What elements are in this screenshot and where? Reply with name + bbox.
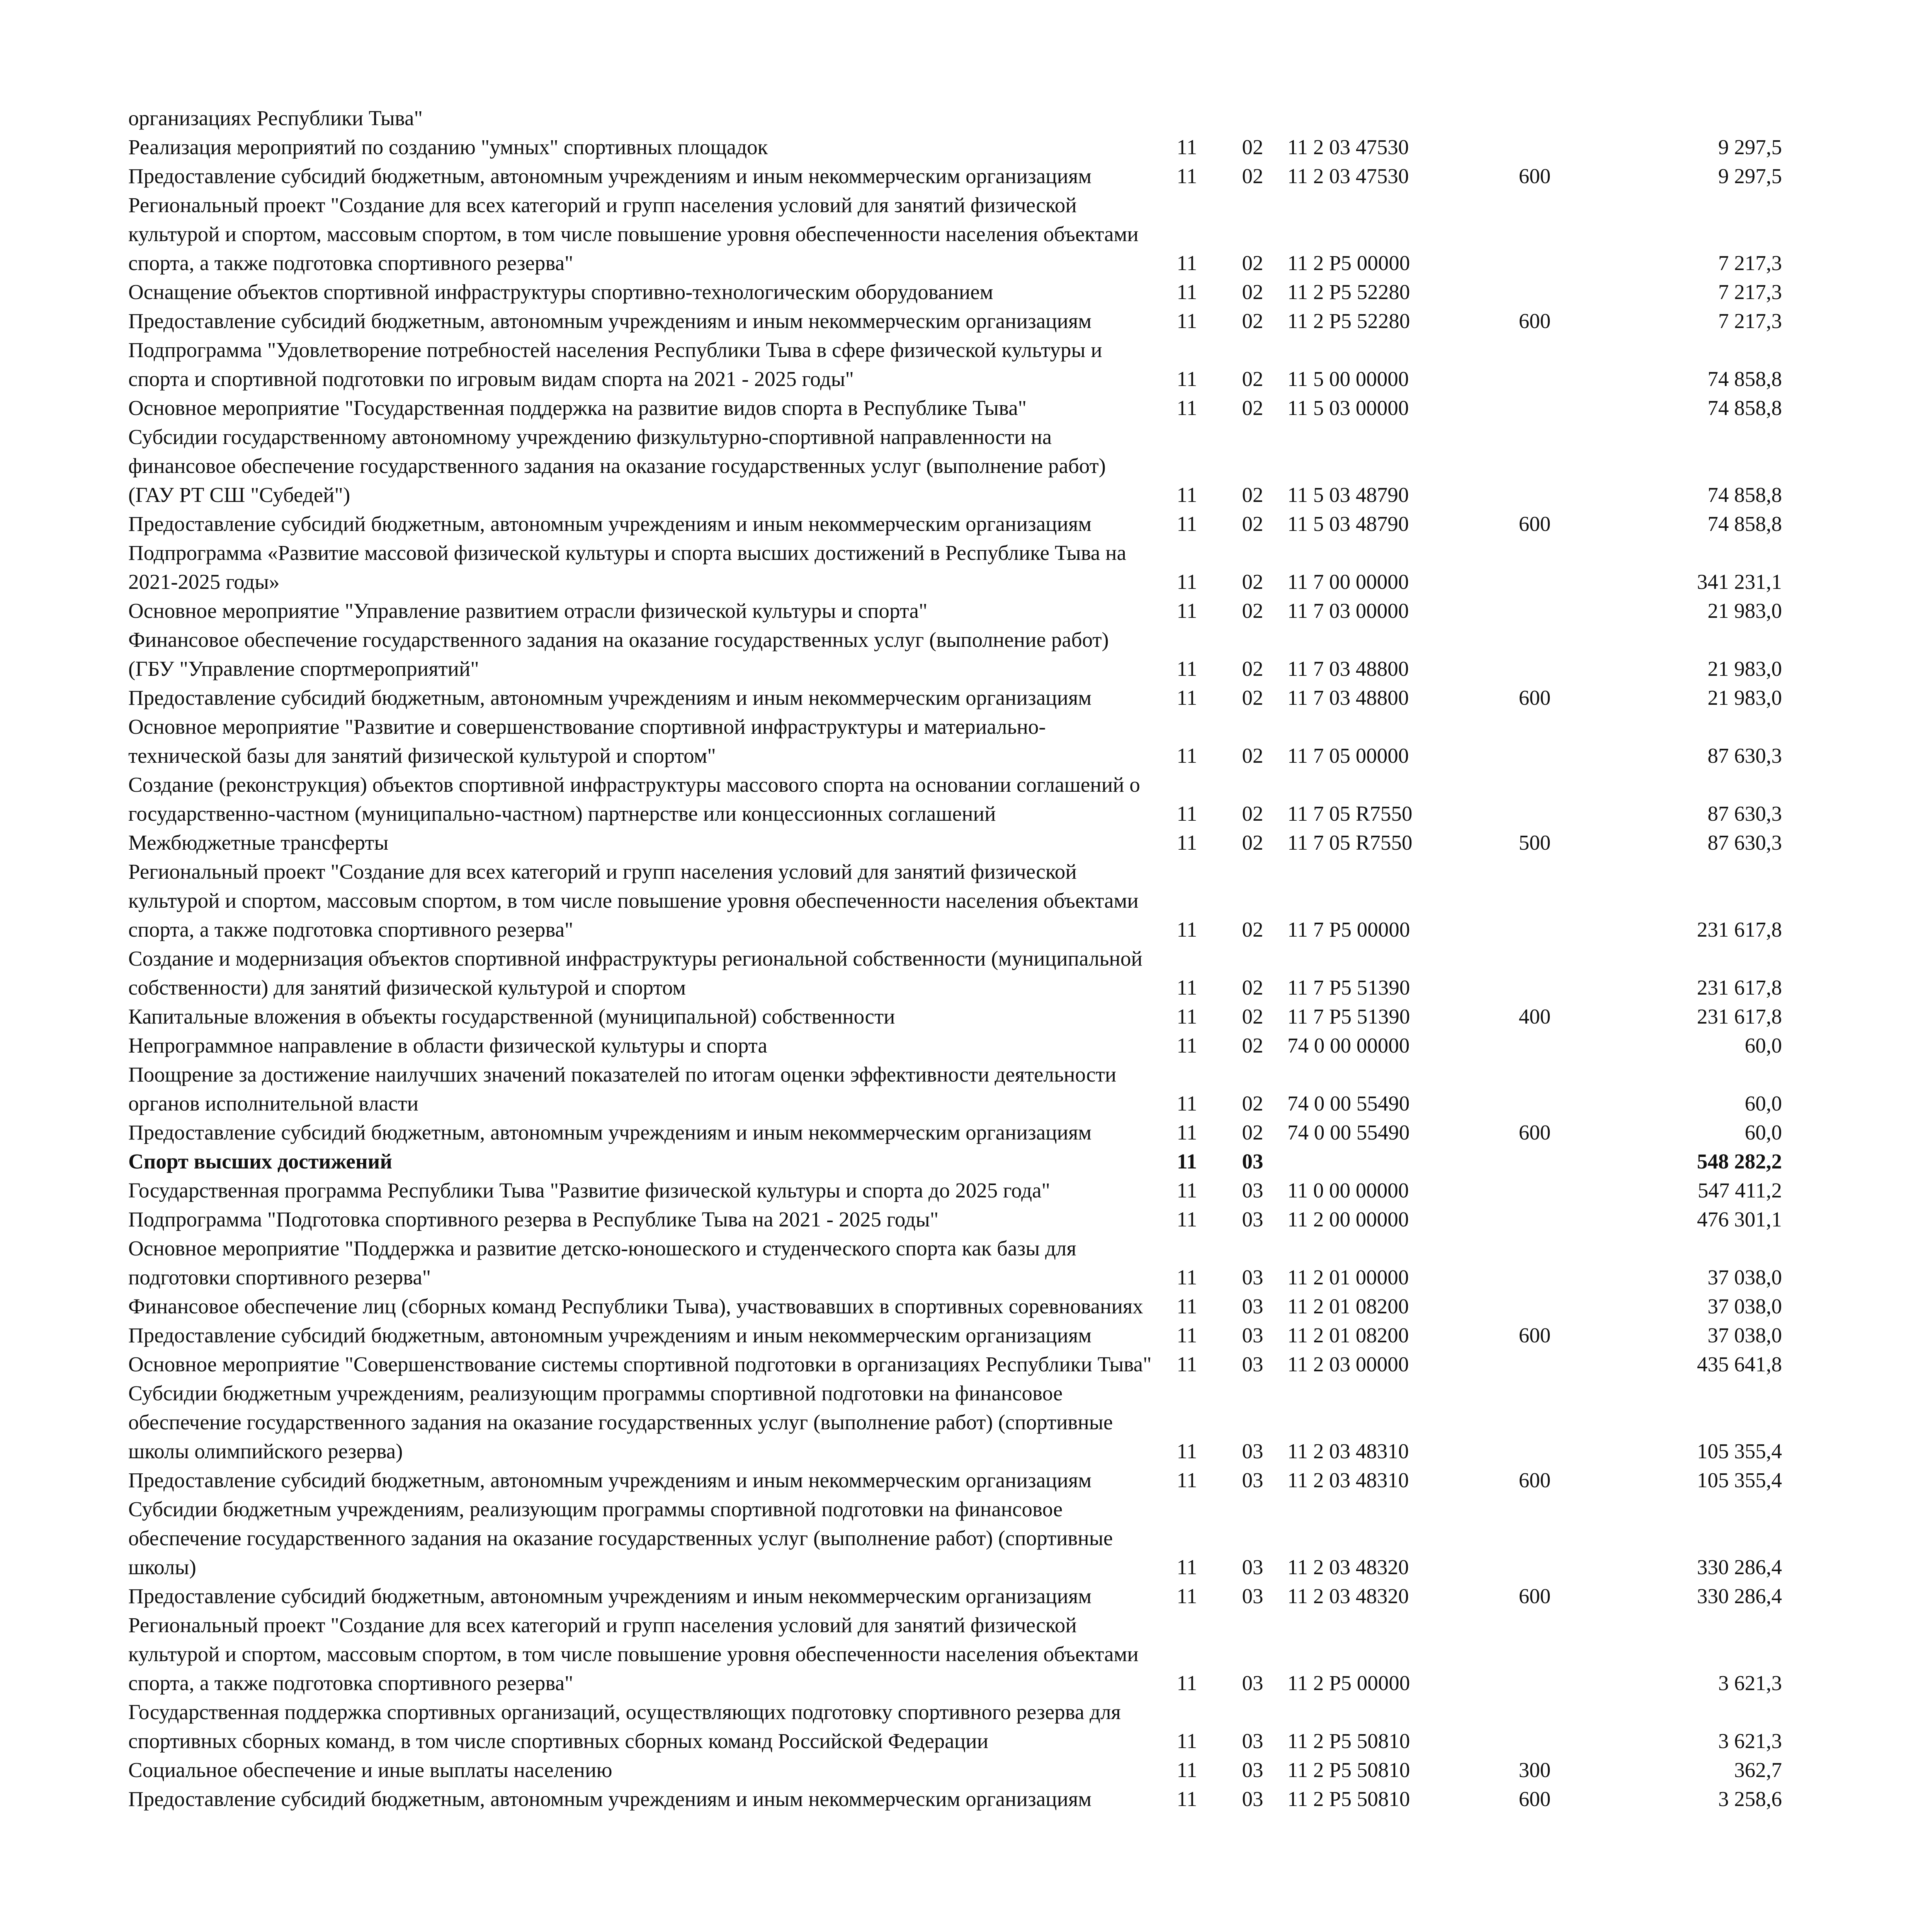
row-expense-type: [1481, 538, 1589, 596]
table-row: [128, 944, 1782, 1002]
row-target-article: 11 2 P5 52280: [1287, 280, 1410, 304]
row-expense-type: 600: [1518, 164, 1551, 188]
row-amount: 7 217,3: [1718, 280, 1782, 304]
table-row: [128, 1147, 1782, 1176]
row-amount: 87 630,3: [1707, 802, 1782, 825]
table-row: [128, 1002, 1782, 1031]
row-target-article: 11 2 01 08200: [1287, 1294, 1409, 1318]
row-name: Предоставление субсидий бюджетным, автономным учреждениям и иным некоммерческим организациям: [128, 1584, 1092, 1608]
row-section: 11: [1177, 1555, 1197, 1579]
row-section: 11: [1177, 367, 1197, 391]
table-row: [128, 1495, 1782, 1582]
row-target-article: [1287, 104, 1481, 133]
row-section: 11: [1177, 135, 1197, 159]
row-name: Основное мероприятие "Государственная поддержка на развитие видов спорта в Республике Тыва": [128, 396, 1027, 420]
row-target-article: 11 2 03 48320: [1287, 1584, 1409, 1608]
row-expense-type: [1481, 422, 1589, 509]
table-row: [128, 1234, 1782, 1292]
row-amount: 74 858,8: [1707, 396, 1782, 420]
row-name: Субсидии бюджетным учреждениям, реализующим программы спортивной подготовки на финансовое обеспечение государственного задания на оказание государственных услуг (выполнение работ) (спортивные школы олимпийского резерва): [128, 1381, 1113, 1463]
row-target-article: 11 2 03 00000: [1287, 1352, 1409, 1376]
row-subsection: 02: [1242, 1121, 1263, 1144]
row-expense-type: [1481, 104, 1589, 133]
row-name: Предоставление субсидий бюджетным, автономным учреждениям и иным некоммерческим организациям: [128, 686, 1092, 709]
row-subsection: 03: [1242, 1468, 1263, 1492]
table-row: [128, 1031, 1782, 1060]
row-subsection: 02: [1242, 280, 1263, 304]
row-amount: 21 983,0: [1707, 686, 1782, 709]
row-subsection: 02: [1242, 570, 1263, 594]
row-name: Субсидии бюджетным учреждениям, реализующим программы спортивной подготовки на финансовое обеспечение государственного задания на оказание государственных услуг (выполнение работ) (спортивные школы): [128, 1497, 1113, 1579]
row-target-article: 11 2 P5 52280: [1287, 309, 1410, 333]
row-subsection: 02: [1242, 1034, 1263, 1057]
row-section: [1156, 104, 1218, 133]
row-section: 11: [1177, 657, 1197, 680]
table-row: [128, 857, 1782, 944]
table-row: [128, 133, 1782, 162]
row-expense-type: [1481, 1205, 1589, 1234]
row-amount: 330 286,4: [1697, 1584, 1782, 1608]
row-name: Государственная поддержка спортивных организаций, осуществляющих подготовку спортивного резерва для спортивных сборных команд, в том числе спортивных сборных команд Российской Федерации: [128, 1700, 1121, 1753]
row-target-article: 11 2 P5 50810: [1287, 1729, 1410, 1753]
table-row: [128, 422, 1782, 509]
row-name: Региональный проект "Создание для всех категорий и групп населения условий для занятий физической культурой и спортом, массовым спортом, в том числе повышение уровня обеспеченности населения объектами спорта, а также подготовка спортивного резерва": [128, 193, 1139, 275]
table-row: [128, 1321, 1782, 1350]
row-section: 11: [1177, 1034, 1197, 1057]
budget-table-body: [128, 104, 1782, 1813]
row-target-article: 11 2 01 00000: [1287, 1265, 1409, 1289]
row-subsection: 03: [1242, 1208, 1263, 1231]
row-subsection: 03: [1242, 1671, 1263, 1695]
row-amount: 548 282,2: [1697, 1150, 1782, 1173]
row-target-article: 74 0 00 55490: [1287, 1092, 1410, 1115]
row-subsection: 02: [1242, 976, 1263, 999]
row-name: Предоставление субсидий бюджетным, автономным учреждениям и иным некоммерческим организациям: [128, 1787, 1092, 1811]
row-expense-type: 600: [1518, 1468, 1551, 1492]
row-amount: 231 617,8: [1697, 1005, 1782, 1028]
row-amount: 476 301,1: [1697, 1208, 1782, 1231]
row-subsection: 02: [1242, 1092, 1263, 1115]
row-subsection: 02: [1242, 367, 1263, 391]
table-row: [128, 1176, 1782, 1205]
row-target-article: 11 2 P5 00000: [1287, 251, 1410, 275]
row-section: 11: [1177, 1671, 1197, 1695]
table-row: [128, 190, 1782, 277]
row-expense-type: [1481, 1031, 1589, 1060]
row-name: Межбюджетные трансферты: [128, 831, 389, 854]
row-expense-type: 300: [1518, 1758, 1551, 1782]
row-section: 11: [1177, 164, 1197, 188]
row-expense-type: 500: [1518, 831, 1551, 854]
row-section: 11: [1177, 686, 1197, 709]
row-subsection: 02: [1242, 918, 1263, 941]
row-amount: 9 297,5: [1718, 164, 1782, 188]
row-expense-type: [1481, 335, 1589, 393]
row-subsection: 03: [1242, 1439, 1263, 1463]
row-name: Субсидии государственному автономному учреждению физкультурно-спортивной направленности на финансовое обеспечение государственного задания на оказание государственных услуг (выполнение работ) (ГАУ РТ СШ "Субедей"): [128, 425, 1106, 507]
row-subsection: 02: [1242, 512, 1263, 536]
row-subsection: 03: [1242, 1555, 1263, 1579]
row-subsection: 03: [1242, 1758, 1263, 1782]
row-name: Финансовое обеспечение государственного задания на оказание государственных услуг (выполнение работ) (ГБУ "Управление спортмероприятий": [128, 628, 1109, 680]
row-name: Предоставление субсидий бюджетным, автономным учреждениям и иным некоммерческим организациям: [128, 1468, 1092, 1492]
row-amount: 21 983,0: [1707, 657, 1782, 680]
row-expense-type: [1481, 190, 1589, 277]
row-section: 11: [1177, 599, 1197, 622]
row-subsection: 02: [1242, 657, 1263, 680]
row-amount: 105 355,4: [1697, 1439, 1782, 1463]
table-row: [128, 1784, 1782, 1813]
row-name: Основное мероприятие "Совершенствование системы спортивной подготовки в организациях Республики Тыва": [128, 1352, 1152, 1376]
row-name: организациях Республики Тыва": [128, 106, 423, 130]
row-target-article: 11 7 03 48800: [1287, 686, 1409, 709]
row-section: 11: [1177, 396, 1197, 420]
row-subsection: 03: [1242, 1729, 1263, 1753]
row-section: 11: [1177, 1352, 1197, 1376]
row-name: Основное мероприятие "Управление развитием отрасли физической культуры и спорта": [128, 599, 928, 622]
table-row: [128, 277, 1782, 306]
row-section: 11: [1177, 1468, 1197, 1492]
table-row: [128, 1350, 1782, 1379]
row-target-article: 11 7 P5 00000: [1287, 918, 1410, 941]
row-target-article: 11 7 05 00000: [1287, 744, 1409, 767]
row-target-article: 11 0 00 00000: [1287, 1179, 1409, 1202]
row-section: 11: [1177, 831, 1197, 854]
row-amount: 547 411,2: [1698, 1179, 1782, 1202]
row-target-article: 74 0 00 55490: [1287, 1121, 1410, 1144]
row-section: 11: [1177, 1439, 1197, 1463]
row-name: Создание и модернизация объектов спортивной инфраструктуры региональной собственности (муниципальной собственности) для занятий физической культурой и спортом: [128, 947, 1143, 999]
row-expense-type: [1481, 596, 1589, 625]
table-row: [128, 1755, 1782, 1784]
row-section: 11: [1177, 1005, 1197, 1028]
row-amount: 7 217,3: [1718, 309, 1782, 333]
row-name: Региональный проект "Создание для всех категорий и групп населения условий для занятий физической культурой и спортом, массовым спортом, в том числе повышение уровня обеспеченности населения объектами спорта, а также подготовка спортивного резерва": [128, 1613, 1139, 1695]
table-row: [128, 1582, 1782, 1611]
row-section: 11: [1177, 1208, 1197, 1231]
row-section: 11: [1177, 1179, 1197, 1202]
row-expense-type: [1481, 1697, 1589, 1755]
row-subsection: 02: [1242, 483, 1263, 507]
row-amount: [1589, 104, 1782, 133]
row-section: 11: [1177, 744, 1197, 767]
table-row: [128, 306, 1782, 335]
row-section: 11: [1177, 512, 1197, 536]
table-row: [128, 683, 1782, 712]
row-target-article: [1287, 1147, 1481, 1176]
row-target-article: 11 5 03 00000: [1287, 396, 1409, 420]
row-name: Создание (реконструкция) объектов спортивной инфраструктуры массового спорта на основании соглашений о государственно-частном (муниципально-частном) партнерстве или концессионных соглашений: [128, 773, 1140, 825]
row-amount: 74 858,8: [1707, 512, 1782, 536]
row-name: Основное мероприятие "Развитие и совершенствование спортивной инфраструктуры и материально-технической базы для занятий физической культурой и спортом": [128, 715, 1046, 767]
row-target-article: 11 2 03 47530: [1287, 135, 1409, 159]
row-target-article: 11 7 05 R7550: [1287, 802, 1413, 825]
row-amount: 3 621,3: [1718, 1729, 1782, 1753]
row-amount: 231 617,8: [1697, 918, 1782, 941]
table-row: [128, 1697, 1782, 1755]
row-expense-type: [1481, 1495, 1589, 1582]
row-expense-type: [1481, 133, 1589, 162]
row-amount: 362,7: [1734, 1758, 1782, 1782]
row-name: Предоставление субсидий бюджетным, автономным учреждениям и иным некоммерческим организациям: [128, 512, 1092, 536]
row-name: Подпрограмма "Удовлетворение потребностей населения Республики Тыва в сфере физической культуры и спорта и спортивной подготовки по игровым видам спорта на 2021 - 2025 годы": [128, 338, 1102, 391]
row-target-article: 11 2 03 48310: [1287, 1439, 1409, 1463]
table-row: [128, 625, 1782, 683]
row-section: 11: [1177, 570, 1197, 594]
row-target-article: 11 7 00 00000: [1287, 570, 1409, 594]
row-name: Непрограммное направление в области физической культуры и спорта: [128, 1034, 767, 1057]
table-row: [128, 1611, 1782, 1697]
row-amount: 87 630,3: [1707, 744, 1782, 767]
row-expense-type: 600: [1518, 309, 1551, 333]
row-expense-type: 400: [1518, 1005, 1551, 1028]
row-amount: 60,0: [1744, 1034, 1782, 1057]
row-name: Поощрение за достижение наилучших значений показателей по итогам оценки эффективности деятельности органов исполнительной власти: [128, 1063, 1117, 1115]
row-amount: 231 617,8: [1697, 976, 1782, 999]
row-subsection: 02: [1242, 744, 1263, 767]
row-subsection: 02: [1242, 831, 1263, 854]
row-expense-type: 600: [1518, 1121, 1551, 1144]
row-target-article: 11 7 P5 51390: [1287, 976, 1410, 999]
row-subsection: 03: [1242, 1179, 1263, 1202]
row-subsection: 02: [1242, 599, 1263, 622]
row-name: Предоставление субсидий бюджетным, автономным учреждениям и иным некоммерческим организациям: [128, 1121, 1092, 1144]
row-target-article: 11 5 03 48790: [1287, 483, 1409, 507]
row-section: 11: [1177, 1121, 1197, 1144]
table-row: [128, 596, 1782, 625]
row-target-article: 11 2 00 00000: [1287, 1208, 1409, 1231]
row-section: 11: [1177, 1150, 1197, 1173]
row-amount: 37 038,0: [1707, 1323, 1782, 1347]
row-section: 11: [1177, 1787, 1197, 1811]
table-row: [128, 393, 1782, 422]
row-name: Предоставление субсидий бюджетным, автономным учреждениям и иным некоммерческим организациям: [128, 164, 1092, 188]
budget-table: [128, 104, 1782, 1813]
row-section: 11: [1177, 251, 1197, 275]
row-target-article: 11 2 03 48320: [1287, 1555, 1409, 1579]
row-expense-type: [1481, 712, 1589, 770]
row-expense-type: 600: [1518, 1787, 1551, 1811]
row-section: 11: [1177, 1584, 1197, 1608]
table-row: [128, 335, 1782, 393]
row-expense-type: [1481, 944, 1589, 1002]
row-subsection: 03: [1242, 1294, 1263, 1318]
row-expense-type: [1481, 1060, 1589, 1118]
row-expense-type: 600: [1518, 1584, 1551, 1608]
row-name: Оснащение объектов спортивной инфраструктуры спортивно-технологическим оборудованием: [128, 280, 993, 304]
row-expense-type: [1481, 1234, 1589, 1292]
row-subsection: 02: [1242, 309, 1263, 333]
row-expense-type: [1481, 1611, 1589, 1697]
table-row: [128, 104, 1782, 133]
row-expense-type: [1481, 1147, 1589, 1176]
table-row: [128, 538, 1782, 596]
row-subsection: 02: [1242, 164, 1263, 188]
row-section: 11: [1177, 280, 1197, 304]
row-amount: 341 231,1: [1697, 570, 1782, 594]
row-subsection: 03: [1242, 1323, 1263, 1347]
row-amount: 37 038,0: [1707, 1265, 1782, 1289]
row-subsection: 02: [1242, 1005, 1263, 1028]
table-row: [128, 1379, 1782, 1466]
row-section: 11: [1177, 1758, 1197, 1782]
row-amount: 9 297,5: [1718, 135, 1782, 159]
table-row: [128, 1466, 1782, 1495]
row-amount: 60,0: [1744, 1121, 1782, 1144]
row-subsection: 03: [1242, 1787, 1263, 1811]
row-target-article: 11 2 03 48310: [1287, 1468, 1409, 1492]
table-row: [128, 1060, 1782, 1118]
row-name: Спорт высших достижений: [128, 1150, 393, 1173]
row-section: 11: [1177, 976, 1197, 999]
row-target-article: 11 7 05 R7550: [1287, 831, 1413, 854]
row-name: Капитальные вложения в объекты государственной (муниципальной) собственности: [128, 1005, 895, 1028]
row-subsection: 02: [1242, 251, 1263, 275]
row-name: Предоставление субсидий бюджетным, автономным учреждениям и иным некоммерческим организациям: [128, 1323, 1092, 1347]
table-row: [128, 1205, 1782, 1234]
row-amount: 87 630,3: [1707, 831, 1782, 854]
table-row: [128, 162, 1782, 190]
row-name: Государственная программа Республики Тыва "Развитие физической культуры и спорта до 2025 года": [128, 1179, 1050, 1202]
row-section: 11: [1177, 1323, 1197, 1347]
row-target-article: 11 7 03 48800: [1287, 657, 1409, 680]
row-expense-type: [1481, 857, 1589, 944]
row-subsection: 03: [1242, 1150, 1263, 1173]
row-expense-type: 600: [1518, 1323, 1551, 1347]
row-expense-type: [1481, 770, 1589, 828]
table-row: [128, 1118, 1782, 1147]
row-name: Предоставление субсидий бюджетным, автономным учреждениям и иным некоммерческим организациям: [128, 309, 1092, 333]
row-subsection: 02: [1242, 686, 1263, 709]
row-name: Региональный проект "Создание для всех категорий и групп населения условий для занятий физической культурой и спортом, массовым спортом, в том числе повышение уровня обеспеченности населения объектами спорта, а также подготовка спортивного резерва": [128, 860, 1139, 941]
row-expense-type: 600: [1518, 686, 1551, 709]
row-section: 11: [1177, 483, 1197, 507]
row-subsection: 02: [1242, 396, 1263, 420]
row-subsection: 03: [1242, 1352, 1263, 1376]
row-name: Финансовое обеспечение лиц (сборных команд Республики Тыва), участвовавших в спортивных соревнованиях: [128, 1294, 1143, 1318]
row-expense-type: [1481, 393, 1589, 422]
row-expense-type: [1481, 1292, 1589, 1321]
row-amount: 3 621,3: [1718, 1671, 1782, 1695]
row-subsection: 03: [1242, 1265, 1263, 1289]
row-amount: 74 858,8: [1707, 483, 1782, 507]
table-row: [128, 509, 1782, 538]
row-target-article: 11 5 03 48790: [1287, 512, 1409, 536]
row-amount: 105 355,4: [1697, 1468, 1782, 1492]
table-row: [128, 828, 1782, 857]
row-section: 11: [1177, 802, 1197, 825]
table-row: [128, 712, 1782, 770]
row-expense-type: [1481, 277, 1589, 306]
row-expense-type: [1481, 1379, 1589, 1466]
row-amount: 74 858,8: [1707, 367, 1782, 391]
row-expense-type: [1481, 1176, 1589, 1205]
row-subsection: 02: [1242, 802, 1263, 825]
row-name: Подпрограмма «Развитие массовой физической культуры и спорта высших достижений в Республике Тыва на 2021-2025 годы»: [128, 541, 1126, 594]
row-section: 11: [1177, 1294, 1197, 1318]
row-target-article: 11 7 P5 51390: [1287, 1005, 1410, 1028]
row-amount: 3 258,6: [1718, 1787, 1782, 1811]
row-amount: 330 286,4: [1697, 1555, 1782, 1579]
row-name: Социальное обеспечение и иные выплаты населению: [128, 1758, 612, 1782]
row-amount: 21 983,0: [1707, 599, 1782, 622]
table-row: [128, 1292, 1782, 1321]
row-section: 11: [1177, 918, 1197, 941]
row-target-article: 11 2 P5 50810: [1287, 1758, 1410, 1782]
row-name: Основное мероприятие "Поддержка и развитие детско-юношеского и студенческого спорта как базы для подготовки спортивного резерва": [128, 1236, 1076, 1289]
row-expense-type: [1481, 625, 1589, 683]
row-amount: 37 038,0: [1707, 1294, 1782, 1318]
row-amount: 7 217,3: [1718, 251, 1782, 275]
row-target-article: 74 0 00 00000: [1287, 1034, 1410, 1057]
table-row: [128, 770, 1782, 828]
row-subsection: 02: [1242, 135, 1263, 159]
row-section: 11: [1177, 1729, 1197, 1753]
row-name: Реализация мероприятий по созданию "умных" спортивных площадок: [128, 135, 768, 159]
row-target-article: 11 5 00 00000: [1287, 367, 1409, 391]
row-subsection: 03: [1242, 1584, 1263, 1608]
row-name: Подпрограмма "Подготовка спортивного резерва в Республике Тыва на 2021 - 2025 годы": [128, 1208, 939, 1231]
row-target-article: 11 2 01 08200: [1287, 1323, 1409, 1347]
row-amount: 435 641,8: [1697, 1352, 1782, 1376]
row-expense-type: [1481, 1350, 1589, 1379]
row-amount: 60,0: [1744, 1092, 1782, 1115]
row-expense-type: 600: [1518, 512, 1551, 536]
row-subsection: [1218, 104, 1287, 133]
row-target-article: 11 2 P5 50810: [1287, 1787, 1410, 1811]
row-target-article: 11 2 P5 00000: [1287, 1671, 1410, 1695]
row-section: 11: [1177, 309, 1197, 333]
row-section: 11: [1177, 1265, 1197, 1289]
row-target-article: 11 7 03 00000: [1287, 599, 1409, 622]
row-section: 11: [1177, 1092, 1197, 1115]
row-target-article: 11 2 03 47530: [1287, 164, 1409, 188]
